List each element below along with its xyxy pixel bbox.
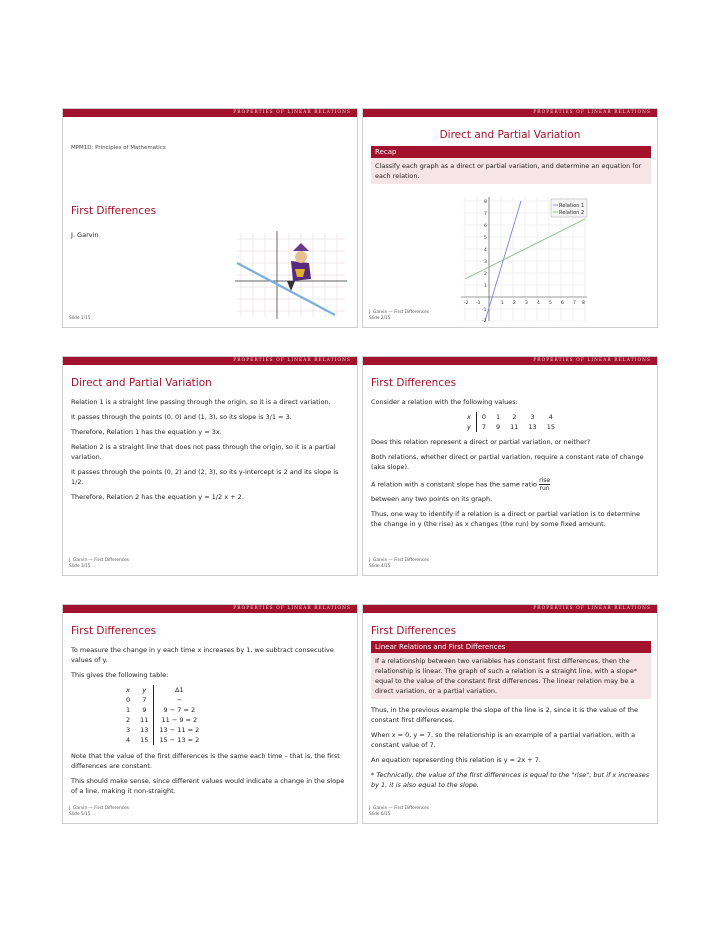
paragraph: Therefore, Relation 2 has the equation y = 1/2 x + 2. [71, 493, 244, 501]
block-title: Linear Relations and First Differences [371, 641, 651, 653]
table-row [121, 735, 204, 745]
table-cell: 11 − 9 = 2 [161, 716, 198, 724]
y-tick: -1 [482, 308, 487, 313]
slide-body [71, 397, 351, 507]
slide-3 [62, 356, 358, 576]
y-tick: 5 [484, 236, 487, 241]
table-cell: 13 [528, 423, 537, 431]
table-cell: 9 [135, 705, 154, 715]
y-tick: 6 [484, 224, 487, 229]
paragraph: Thus, one way to identify if a relation is a direct or partial variation is to determine the change in y (the rise) as x changes (the run) by some fixed amount. [371, 510, 641, 528]
y-tick: 1 [484, 284, 487, 289]
paragraph [371, 477, 651, 492]
x-tick: -1 [476, 301, 481, 306]
table-cell: 3 [530, 413, 535, 421]
slide-header: PROPERTIES OF LINEAR RELATIONS [63, 357, 357, 365]
y-tick: 3 [484, 260, 487, 265]
table-cell: 11 [510, 423, 519, 431]
y-tick: 4 [484, 248, 487, 253]
slide-number: Slide 3/15 [69, 564, 91, 569]
slide-title: First Differences [371, 377, 457, 389]
title-illustration [231, 229, 351, 321]
table-cell: 9 [496, 423, 501, 431]
ratio-text: A relation with a constant slope has the same ratio [371, 480, 537, 489]
y-tick: 7 [484, 212, 487, 217]
table-row [121, 725, 204, 735]
x-tick: 7 [573, 301, 576, 306]
slide-header: PROPERTIES OF LINEAR RELATIONS [63, 109, 357, 117]
paragraph: Relation 1 is a straight line passing through the origin, so it is a direct variation. [71, 398, 331, 406]
slide-footer [369, 806, 429, 818]
paragraph: This gives the following table: [71, 671, 169, 679]
paragraph: An equation representing this relation is y = 2x + 7. [371, 756, 541, 764]
paragraph: Thus, in the previous example the slope of the line is 2, since it is the value of the constant first differences. [371, 706, 639, 724]
slide-4 [362, 356, 658, 576]
table-cell: x [462, 412, 476, 422]
table-cell: 3 [126, 726, 131, 734]
paragraph: Relation 2 is a straight line that does not pass through the origin, so it is a partial variation. [71, 443, 336, 461]
table-row [121, 695, 204, 705]
footer-author: J. Garvin — First Differences [369, 310, 430, 315]
character-icon [287, 243, 311, 291]
legend [551, 199, 587, 217]
definition-block [371, 641, 651, 699]
footnote: * Technically, the value of the first differences is equal to the "rise", but if x increases by 1, it is also equal to the slope. [371, 771, 650, 789]
paragraph: Both relations, whether direct or partial variation, require a constant rate of change (aka slope). [371, 453, 644, 471]
slide-title: Direct and Partial Variation [439, 129, 581, 141]
table-cell: 7 [135, 695, 154, 705]
block-title: Recap [371, 146, 651, 158]
block-text: If a relationship between two variables has constant first differences, then the relationship is linear. The graph of such a relation is a straight line, with a slope* equal to the value of the constant first differences. The linear relation may be a direct variation, or a partial variation. [371, 653, 651, 699]
paragraph: To measure the change in y each time x increases by 1, we subtract consecutive values of y. [71, 646, 334, 664]
slide-number: Slide 2/15 [369, 316, 391, 321]
paragraph: Note that the value of the first differences is the same each time – that is, the first differences are constant. [71, 752, 340, 770]
table-cell: 9 − 7 = 2 [163, 706, 196, 714]
x-tick: 6 [561, 301, 564, 306]
x-tick: -2 [464, 301, 469, 306]
block-text: Classify each graph as a direct or partial variation, and determine an equation for each relation. [371, 158, 651, 184]
slide-2 [362, 108, 658, 328]
table-row [121, 705, 204, 715]
slide-header: PROPERTIES OF LINEAR RELATIONS [363, 109, 657, 117]
slide-header: PROPERTIES OF LINEAR RELATIONS [363, 605, 657, 613]
table-cell: 4 [548, 413, 553, 421]
paragraph: When x = 0, y = 7, so the relationship is an example of a partial variation, with a constant value of 7. [371, 731, 636, 749]
slide-header: PROPERTIES OF LINEAR RELATIONS [363, 357, 657, 365]
course-name: MPM1D: Principles of Mathematics [71, 145, 166, 151]
table-cell: 15 − 13 = 2 [159, 736, 200, 744]
table-header: x [126, 686, 130, 694]
slide-body [371, 641, 651, 795]
slide-footer [369, 310, 429, 322]
slide-title: Direct and Partial Variation [71, 377, 212, 389]
paragraph: Therefore, Relation 1 has the equation y = 3x. [71, 428, 222, 436]
slide-number: Slide 4/15 [369, 564, 391, 569]
table-cell: 2 [512, 413, 517, 421]
x-tick: 3 [525, 301, 528, 306]
table-cell: 15 [546, 423, 555, 431]
legend-relation-2: Relation 2 [559, 210, 585, 216]
slide-number: Slide 5/15 [69, 812, 91, 817]
footer-author: J. Garvin — First Differences [69, 806, 130, 811]
slide-5 [62, 604, 358, 824]
rise-over-run [539, 477, 550, 492]
footer-author: J. Garvin — First Differences [69, 558, 130, 563]
slide-6 [362, 604, 658, 824]
slide-footer [369, 558, 429, 570]
slide-body [71, 645, 351, 801]
table-cell: 2 [126, 716, 131, 724]
table-cell: 1 [126, 706, 131, 714]
differences-table [121, 685, 204, 745]
table-cell: 13 − 11 = 2 [159, 726, 200, 734]
x-tick: 2 [513, 301, 516, 306]
table-cell: 4 [126, 736, 131, 744]
table-cell: 0 [126, 696, 131, 704]
paragraph: It passes through the points (0, 2) and (2, 3), so its y-intercept is 2 and its slope is 1/2. [71, 468, 339, 486]
slide-footer [69, 806, 129, 818]
y-tick: 2 [484, 272, 487, 277]
table-row [121, 715, 204, 725]
slide-title: First Differences [71, 625, 157, 637]
recap-block [371, 146, 651, 184]
paragraph: It passes through the points (0, 0) and (1, 3), so its slope is 3/1 = 3. [71, 413, 292, 421]
table-cell: 13 [135, 725, 154, 735]
slide-header: PROPERTIES OF LINEAR RELATIONS [63, 605, 357, 613]
table-header: y [135, 685, 154, 695]
table-cell: y [462, 422, 476, 432]
values-table [462, 412, 560, 432]
relations-graph [459, 195, 589, 323]
x-tick: 8 [582, 301, 585, 306]
table-cell: 11 [135, 715, 154, 725]
footer-author: J. Garvin — First Differences [369, 558, 430, 563]
slide-body [371, 397, 651, 534]
table-cell: 0 [481, 413, 486, 421]
y-tick: 8 [484, 200, 487, 205]
table-cell: − [176, 696, 183, 704]
footer-author: J. Garvin — First Differences [369, 806, 430, 811]
paragraph: Does this relation represent a direct or partial variation, or neither? [371, 438, 591, 446]
paragraph: between any two points on its graph. [371, 495, 493, 503]
y-tick: -2 [482, 319, 487, 323]
paragraph: This should make sense, since different values would indicate a change in the slope of a line, making it non-straight. [71, 777, 345, 795]
table-cell: 1 [496, 413, 501, 421]
slide-1 [62, 108, 358, 328]
slide-footer [69, 558, 129, 570]
table-cell: 7 [481, 423, 486, 431]
table-header: Δ1 [175, 686, 184, 694]
run: run [539, 485, 550, 492]
table-cell: 15 [135, 735, 154, 745]
author: J. Garvin [71, 231, 99, 239]
x-tick: 4 [537, 301, 540, 306]
slide-title: First Differences [371, 625, 457, 637]
slide-number: Slide 1/15 [69, 316, 91, 321]
legend-relation-1: Relation 1 [559, 203, 585, 209]
paragraph: Consider a relation with the following values: [371, 398, 518, 406]
x-tick: 1 [501, 301, 504, 306]
slide-number: Slide 6/15 [369, 812, 391, 817]
slide-title: First Differences [71, 205, 157, 217]
rise: rise [539, 477, 551, 484]
x-tick: 5 [549, 301, 552, 306]
